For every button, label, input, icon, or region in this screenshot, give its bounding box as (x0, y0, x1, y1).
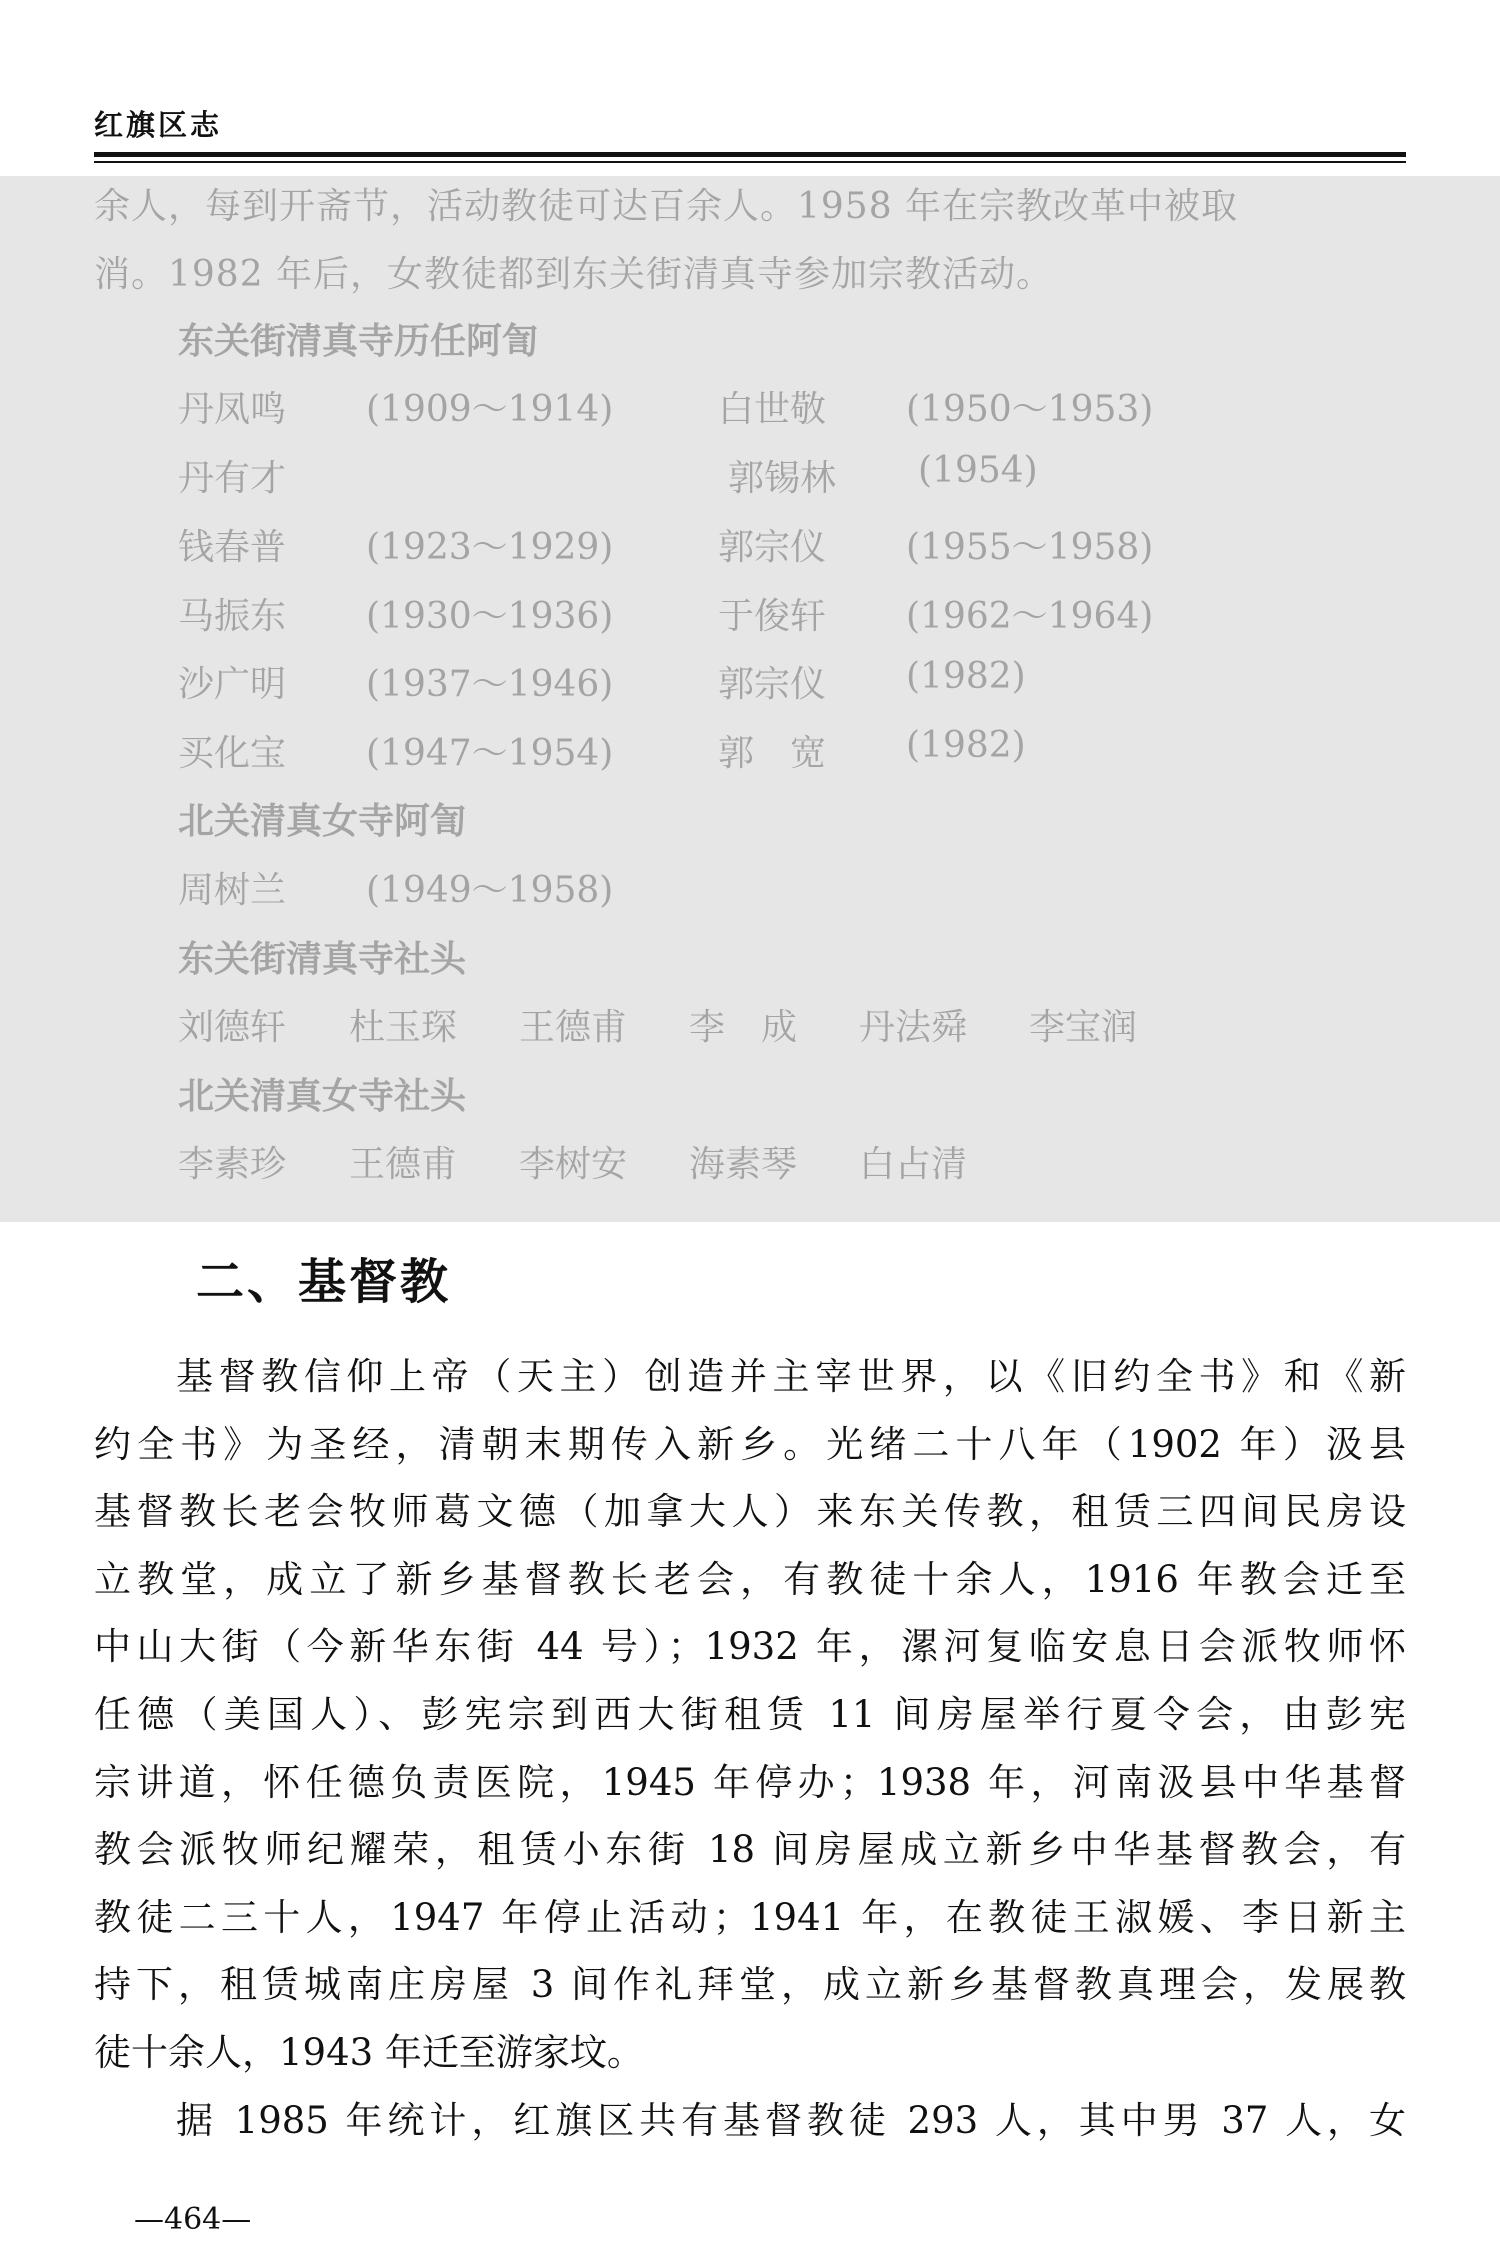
imam-years: (1930～1936) (366, 596, 614, 637)
faded-overlap-region (0, 176, 1500, 1222)
mosque-head-name: 丹法舜 (859, 1007, 968, 1048)
imam-years: (1950～1953) (906, 389, 1154, 430)
imam-name: 于俊轩 (718, 596, 827, 637)
imam-name: 郭锡林 (728, 458, 837, 499)
mosque-head-name: 海素琴 (689, 1144, 798, 1185)
mosque-head-name: 王德甫 (519, 1007, 628, 1048)
faded-paragraph-line: 消。1982 年后，女教徒都到东关街清真寺参加宗教活动。 (94, 254, 1054, 295)
imam-name: 买化宝 (178, 733, 287, 774)
mosque-head-name: 李 成 (689, 1007, 798, 1048)
body-line: 持下，租赁城南庄房屋 3 间作礼拜堂，成立新乡基督教真理会，发展教 (94, 1963, 1406, 2006)
body-line: 约全书》为圣经，清朝末期传入新乡。光绪二十八年（1902 年）汲县 (94, 1423, 1406, 1466)
body-line: 基督教长老会牧师葛文德（加拿大人）来东关传教，租赁三四间民房设 (94, 1490, 1406, 1533)
mosque-head-name: 李宝润 (1029, 1007, 1138, 1048)
header-rule-thick (94, 152, 1406, 157)
body-line: 任德（美国人）、彭宪宗到西大街租赁 11 间房屋举行夏令会，由彭宪 (94, 1693, 1406, 1736)
imam-years: (1982) (906, 656, 1026, 697)
mosque-head-name: 杜玉琛 (349, 1007, 458, 1048)
faded-heading-imams: 东关街清真寺历任阿訇 (178, 320, 539, 362)
body-line: 中山大街（今新华东街 44 号）；1932 年，漯河复临安息日会派牧师怀 (94, 1625, 1406, 1668)
imam-years: (1954) (918, 450, 1038, 491)
faded-heading-female-imam: 北关清真女寺阿訇 (178, 800, 467, 842)
imam-years: (1962～1964) (906, 596, 1154, 637)
imam-years: (1949～1958) (366, 870, 614, 911)
mosque-head-name: 刘德轩 (178, 1007, 287, 1048)
faded-heading-east-heads: 东关街清真寺社头 (178, 938, 467, 980)
imam-name: 马振东 (178, 596, 287, 637)
imam-name: 郭宗仪 (718, 664, 827, 705)
imam-years: (1923～1929) (366, 527, 614, 568)
body-line: 宗讲道，怀任德负责医院，1945 年停办；1938 年，河南汲县中华基督 (94, 1761, 1406, 1804)
header-rule-thin (94, 161, 1406, 163)
imam-name: 丹凤鸣 (178, 389, 287, 430)
faded-heading-north-heads: 北关清真女寺社头 (178, 1075, 467, 1117)
body-line: 教徒二三十人，1947 年停止活动；1941 年，在教徒王淑媛、李日新主 (94, 1896, 1406, 1939)
imam-years: (1909～1914) (366, 389, 614, 430)
faded-paragraph-line: 余人，每到开斋节，活动教徒可达百余人。1958 年在宗教改革中被取 (94, 186, 1239, 227)
imam-years: (1937～1946) (366, 664, 614, 705)
imam-years: (1955～1958) (906, 527, 1154, 568)
body-line: 基督教信仰上帝（天主）创造并主宰世界，以《旧约全书》和《新 (176, 1355, 1406, 1398)
mosque-head-name: 李素珍 (178, 1144, 287, 1185)
imam-name: 沙广明 (178, 664, 287, 705)
page-number: —464— (134, 2202, 252, 2237)
body-line: 据 1985 年统计，红旗区共有基督教徒 293 人，其中男 37 人，女 (176, 2099, 1406, 2142)
imam-name: 郭宗仪 (718, 527, 827, 568)
imam-name: 郭 宽 (718, 733, 827, 774)
imam-name: 周树兰 (178, 870, 287, 911)
imam-name: 钱春普 (178, 527, 287, 568)
section-title: 二、基督教 (196, 1254, 452, 1310)
imam-name: 丹有才 (178, 458, 287, 499)
body-line: 教会派牧师纪耀荣，租赁小东街 18 间房屋成立新乡中华基督教会，有 (94, 1828, 1406, 1871)
body-line: 徒十余人，1943 年迁至游家坟。 (94, 2031, 644, 2074)
imam-years: (1947～1954) (366, 733, 614, 774)
running-head: 红旗区志 (94, 108, 223, 142)
mosque-head-name: 白占清 (859, 1144, 968, 1185)
body-line: 立教堂，成立了新乡基督教长老会，有教徒十余人，1916 年教会迁至 (94, 1558, 1406, 1601)
mosque-head-name: 王德甫 (349, 1144, 458, 1185)
mosque-head-name: 李树安 (519, 1144, 628, 1185)
imam-years: (1982) (906, 725, 1026, 766)
imam-name: 白世敬 (718, 389, 827, 430)
